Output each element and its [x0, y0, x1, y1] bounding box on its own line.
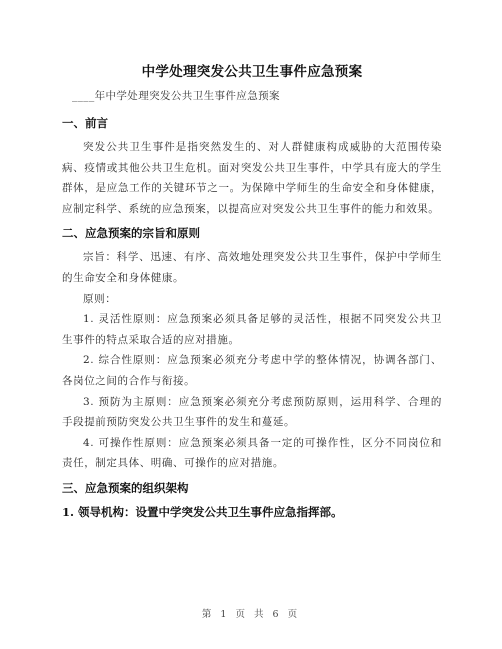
- section-heading: 三、应急预案的组织架构: [62, 480, 189, 495]
- section-heading: 二、应急预案的宗旨和原则: [62, 226, 200, 241]
- paragraph: 原则：: [83, 292, 117, 305]
- section-purpose-principles: [62, 223, 442, 474]
- section-organization: [62, 478, 442, 522]
- section-preface: [62, 113, 442, 219]
- page-number: 第 1 页 共 6 页: [201, 609, 301, 620]
- paragraph: 宗旨：科学、迅速、有序、高效地处理突发公共卫生事件，保护中学师生的生命安全和身体健康。: [62, 251, 442, 284]
- paragraph: 突发公共卫生事件是指突然发生的、对人群健康构成威胁的大范围传染病、疫情或其他公共卫生危机。面对突发公共卫生事件，中学具有庞大的学生群体，是应急工作的关键环节之一。为保障中学师生的生命安全和身体健康，应制定科学、系统的应急预案，以提高应对突发公共卫生事件的能力和效果。: [62, 141, 442, 215]
- document-subtitle: ____年中学处理突发公共卫生事件应急预案: [72, 90, 280, 102]
- paragraph: 3. 预防为主原则：应急预案必须充分考虑预防原则，运用科学、合理的手段提前预防突发公共卫生事件的发生和蔓延。: [62, 395, 442, 429]
- document-body: [62, 60, 442, 526]
- document-title: 中学处理突发公共卫生事件应急预案: [141, 64, 363, 80]
- paragraph: 4. 可操作性原则：应急预案必须具备一定的可操作性，区分不同岗位和责任，制定具体、明确、可操作的应对措施。: [62, 436, 442, 470]
- section-heading: 一、前言: [62, 116, 108, 130]
- paragraph: 1. 灵活性原则：应急预案必须具备足够的灵活性，根据不同突发公共卫生事件的特点采取合适的应对措施。: [62, 313, 442, 346]
- paragraph: 2. 综合性原则：应急预案必须充分考虑中学的整体情况，协调各部门、各岗位之间的合作与衔接。: [62, 354, 442, 387]
- subsection-heading: 1. 领导机构：设置中学突发公共卫生事件应急指挥部。: [62, 504, 343, 519]
